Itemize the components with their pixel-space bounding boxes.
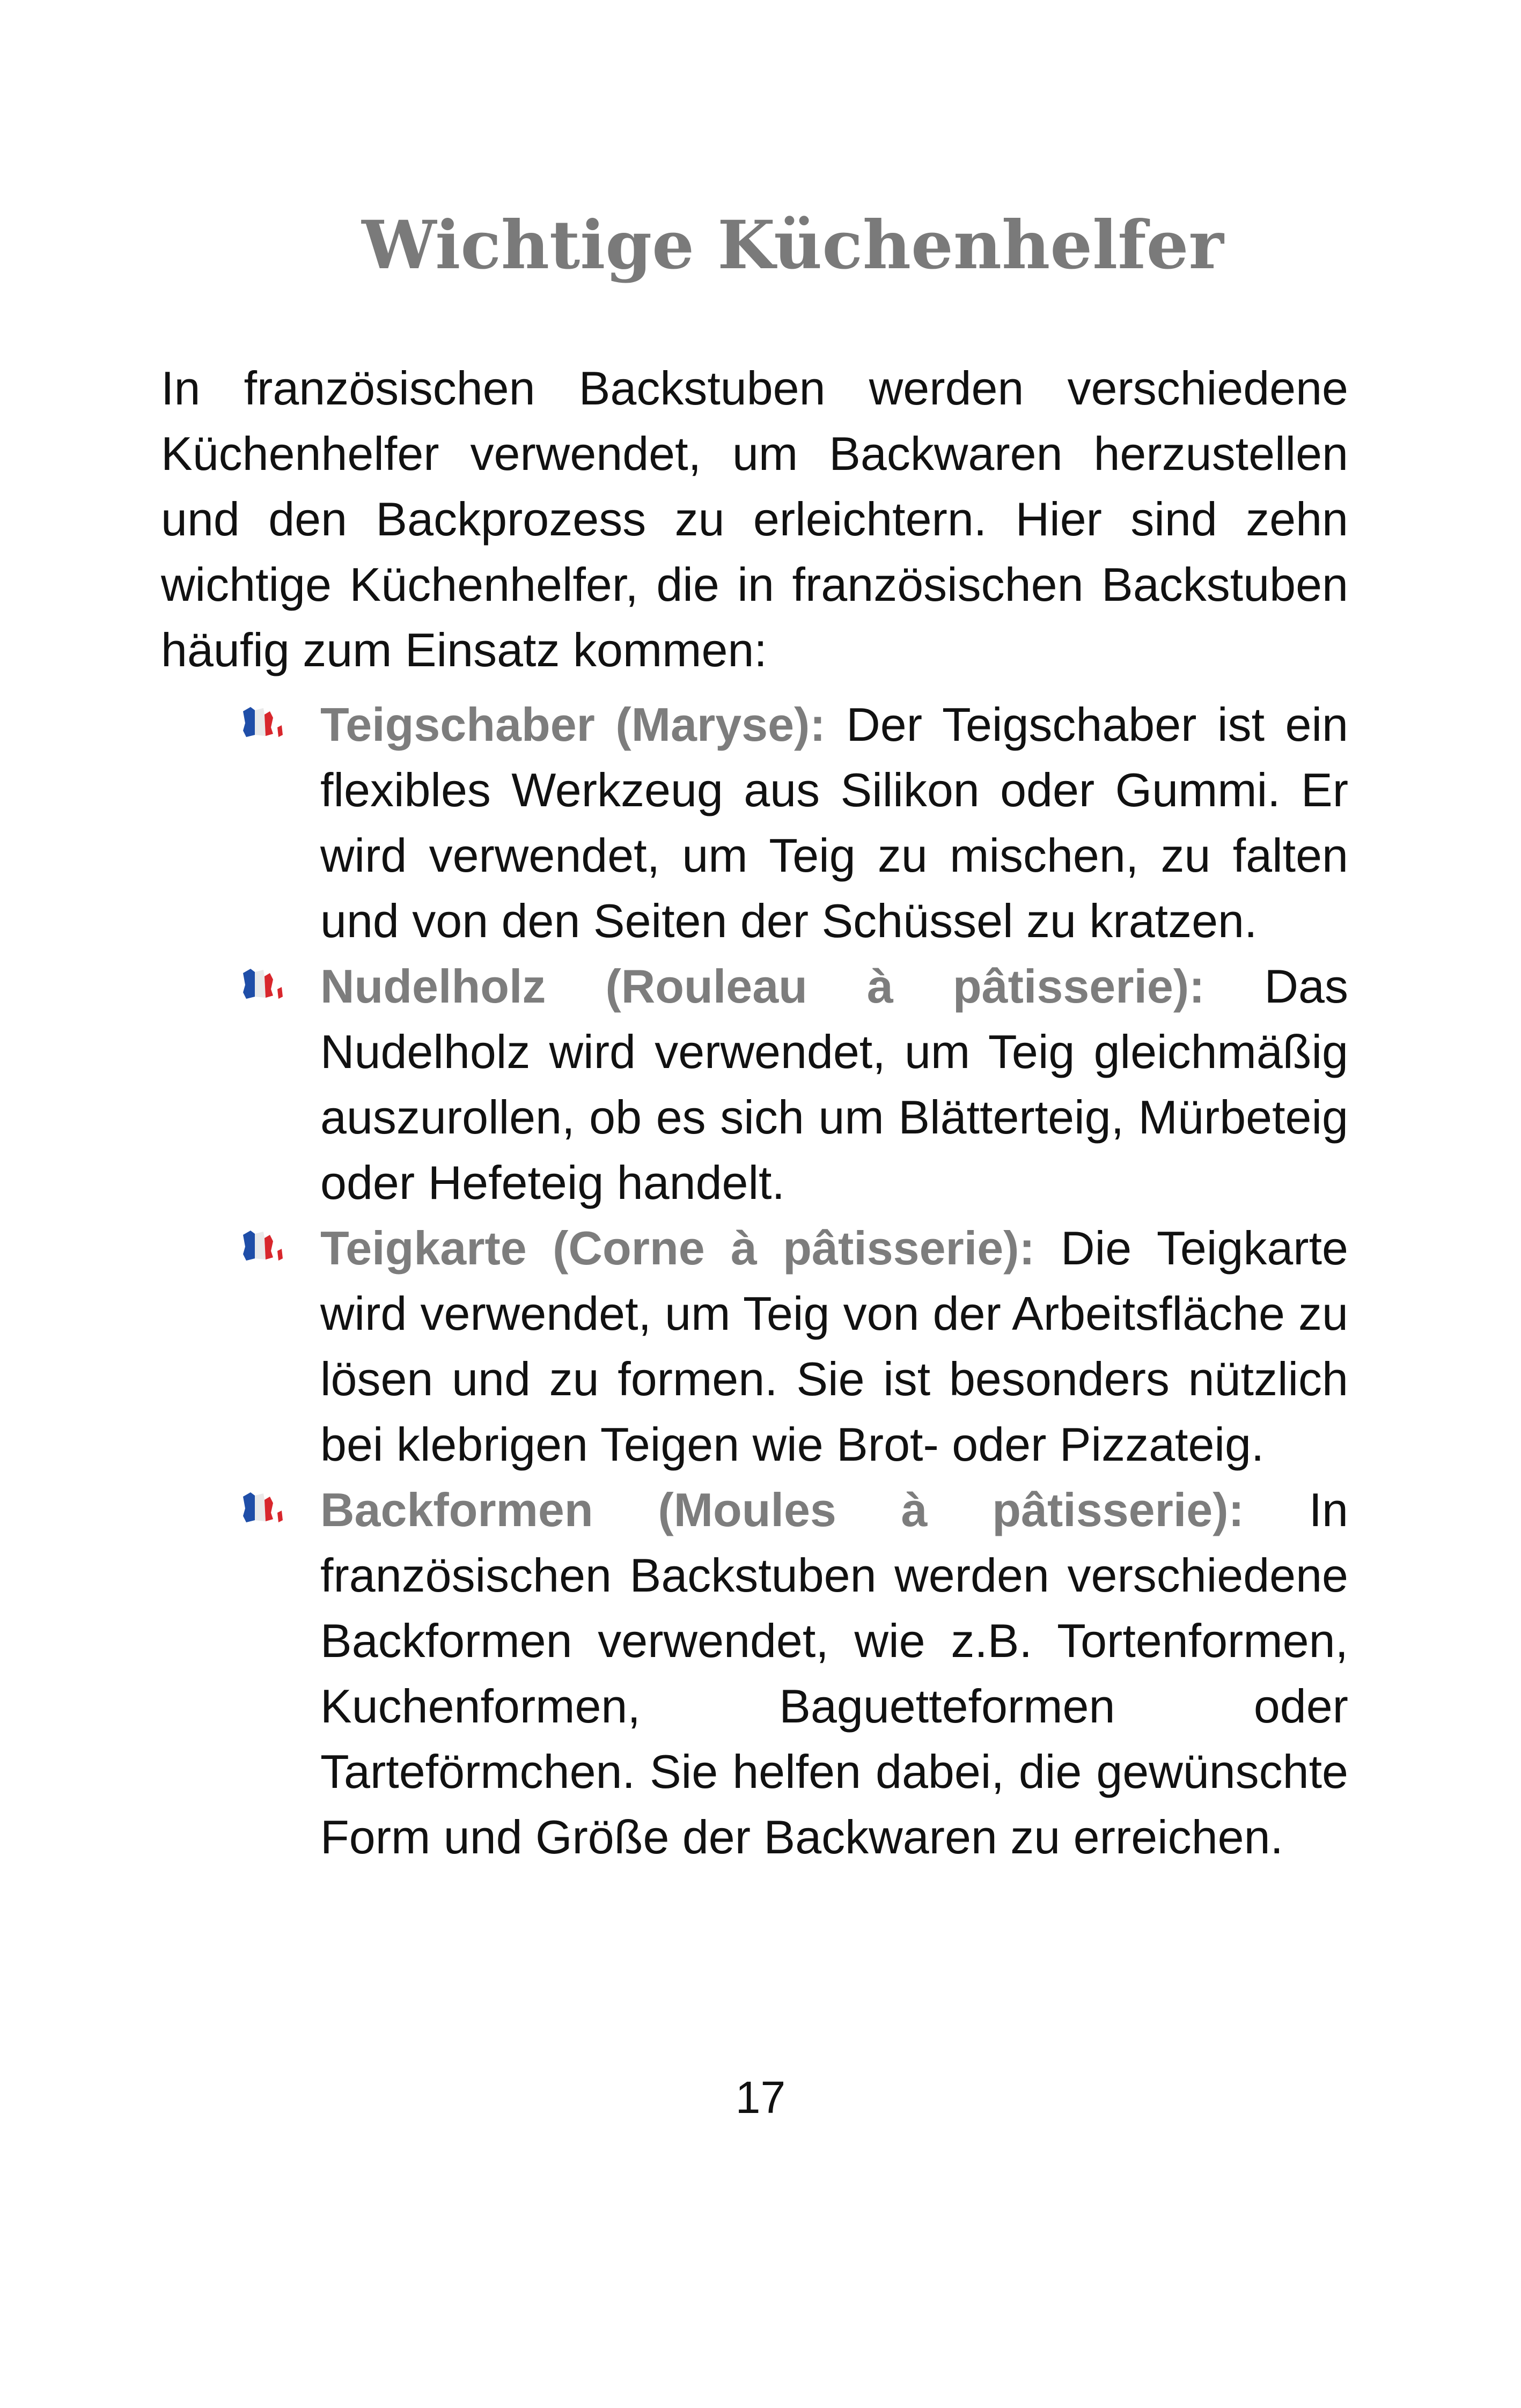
tool-description: Die Teigkarte wird verwendet, um Teig von der Arbeitsfläche zu lösen und zu formen. Sie ist besonders nützlich bei klebrigen Teigen wie Brot- oder Pizzateig. (320, 1221, 1348, 1471)
tool-term: Teigkarte (Corne à pâtisserie): (320, 1221, 1035, 1275)
france-flag-map-icon (239, 1489, 288, 1527)
kitchen-tools-list (239, 692, 1348, 1870)
tool-term: Backformen (Moules à pâtisserie): (320, 1483, 1244, 1536)
list-item (239, 954, 1348, 1216)
tool-term: Teigschaber (Maryse): (320, 698, 826, 751)
france-flag-map-icon (239, 966, 288, 1003)
list-item (239, 1216, 1348, 1477)
france-flag-map-icon (239, 1227, 288, 1265)
tool-description: Das Nudelholz wird verwendet, um Teig gleichmäßig auszurollen, ob es sich um Blätterteig, Mürbeteig oder Hefeteig handelt. (320, 960, 1348, 1209)
page-title: Wichtige Küchenhelfer (362, 207, 1224, 285)
tool-description: Der Teigschaber ist ein flexibles Werkzeug aus Silikon oder Gummi. Er wird verwendet, um Teig zu mischen, zu falten und von den Seiten der Schüssel zu kratzen. (320, 698, 1348, 947)
france-flag-map-icon (239, 704, 288, 741)
list-item (239, 692, 1348, 954)
tool-term: Nudelholz (Rouleau à pâtisserie): (320, 960, 1205, 1013)
page-number: 17 (735, 2072, 786, 2123)
intro-paragraph: In französischen Backstuben werden verschiedene Küchenhelfer verwendet, um Backwaren herzustellen und den Backprozess zu erleichtern. Hier sind zehn wichtige Küchenhelfer, die in französischen Backstuben häufig zum Einsatz kommen: (161, 362, 1348, 676)
list-item (239, 1477, 1348, 1870)
tool-description: In französischen Backstuben werden verschiedene Backformen verwendet, wie z.B. Tortenformen, Kuchenformen, Baguetteformen oder Tarteförmchen. Sie helfen dabei, die gewünschte Form und Größe der Backwaren zu erreichen. (320, 1483, 1348, 1864)
